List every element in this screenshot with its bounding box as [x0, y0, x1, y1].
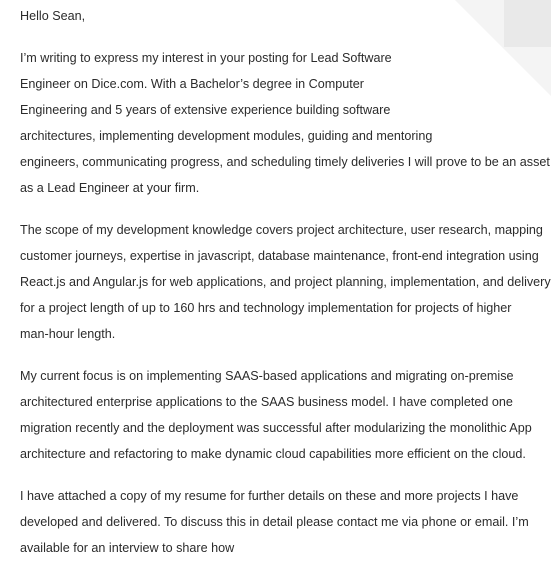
paragraph-line: engineers, communicating progress, and scheduling timely deliveries I will prove to be an asset	[20, 155, 550, 169]
paragraph-line: architectures, implementing development modules, guiding and mentoring	[20, 129, 433, 143]
paragraph-line: My current focus is on implementing SAAS-based applications and migrating on-premise	[20, 369, 514, 383]
paragraph-line: as a Lead Engineer at your firm.	[20, 181, 200, 195]
paragraph-line: for a project length of up to 160 hrs and technology implementation for projects of higher	[20, 301, 512, 315]
paragraph-line: architecture and refactoring to make dynamic cloud capabilities more efficient on the cloud.	[20, 447, 526, 461]
paragraph-line: I’m writing to express my interest in your posting for Lead Software	[20, 51, 392, 65]
paragraph-line: man-hour length.	[20, 327, 116, 341]
paragraph-line: migration recently and the deployment was successful after modularizing the monolithic App	[20, 421, 532, 435]
paragraph-line: Engineering and 5 years of extensive experience building software	[20, 103, 391, 117]
paragraph-line: The scope of my development knowledge covers project architecture, user research, mapping	[20, 223, 543, 237]
paragraph-line: Engineer on Dice.com. With a Bachelor’s degree in Computer	[20, 77, 364, 91]
paragraph-line: available for an interview to share how	[20, 541, 235, 555]
letter-greeting: Hello Sean,	[20, 9, 86, 23]
paragraph-line: I have attached a copy of my resume for further details on these and more projects I have	[20, 489, 519, 503]
paragraph-closing	[20, 483, 529, 561]
paragraph-line: architectured enterprise applications to the SAAS business model. I have completed one	[20, 395, 513, 409]
paragraph-line: React.js and Angular.js for web applications, and project planning, implementation, and delivery	[20, 275, 551, 289]
cover-letter	[20, 0, 551, 577]
paragraph-introduction	[20, 45, 550, 201]
paragraph-current-focus	[20, 363, 532, 467]
paragraph-line: developed and delivered. To discuss this in detail please contact me via phone or email. I’m	[20, 515, 529, 529]
paragraph-skills	[20, 217, 551, 347]
paragraph-line: customer journeys, expertise in javascript, database maintenance, front-end integration using	[20, 249, 539, 263]
